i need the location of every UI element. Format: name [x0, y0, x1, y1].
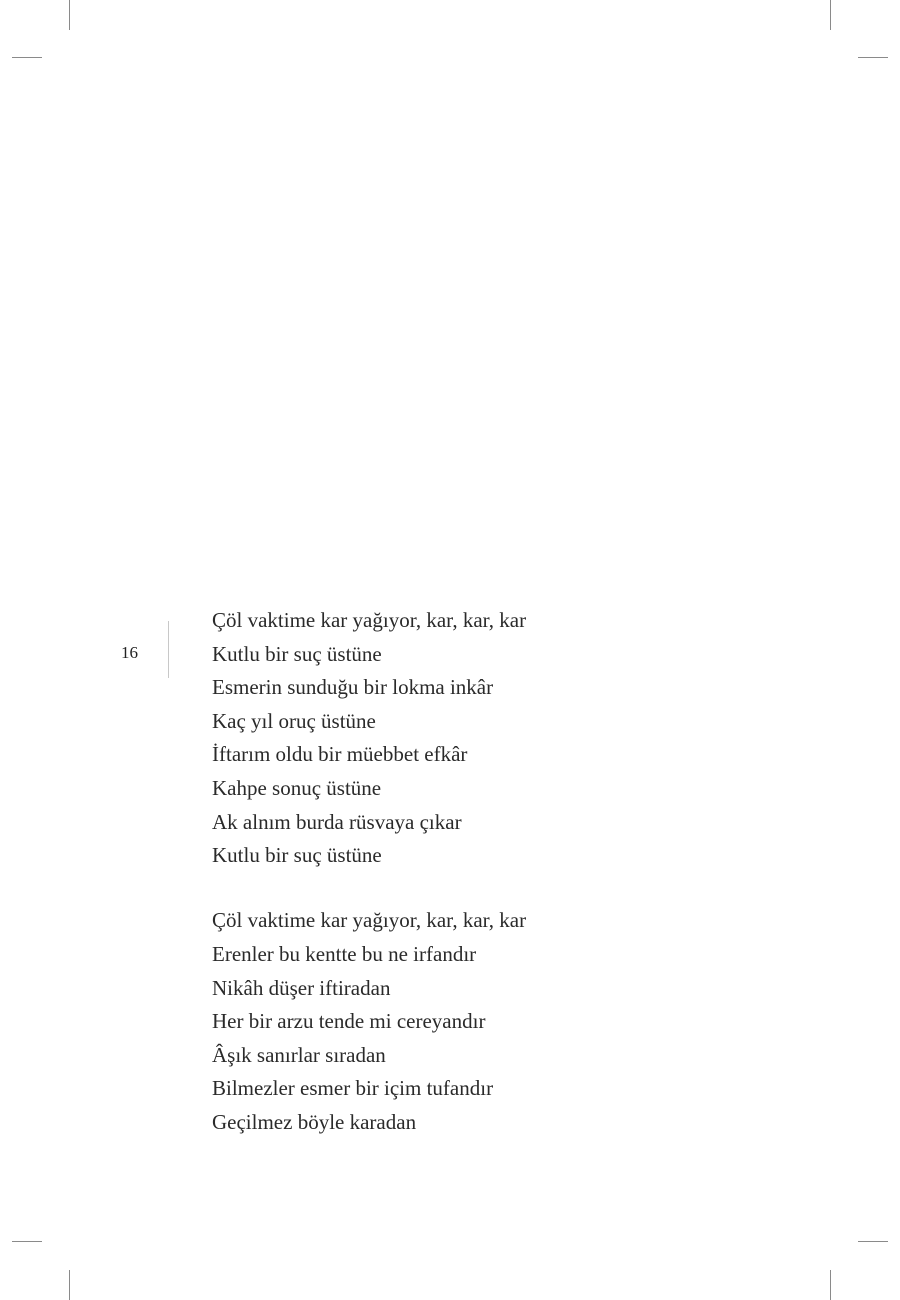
crop-mark [69, 1270, 70, 1300]
poem-line: Esmerin sunduğu bir lokma inkâr [212, 675, 494, 700]
poem-line: Çöl vaktime kar yağıyor, kar, kar, kar [212, 908, 527, 933]
poem-line: Nikâh düşer iftiradan [212, 975, 391, 1000]
page-number: 16 [121, 643, 138, 662]
folio-rule [168, 621, 169, 678]
poem-line: Kahpe sonuç üstüne [212, 775, 382, 800]
poem-line: Her bir arzu tende mi cereyandır [212, 1009, 486, 1034]
crop-mark [830, 0, 831, 30]
crop-mark [12, 57, 42, 58]
poem-line: Âşık sanırlar sıradan [212, 1042, 386, 1067]
poem-line: Ak alnım burda rüsvaya çıkar [212, 809, 462, 834]
crop-mark [830, 1270, 831, 1300]
poem-line: Geçilmez böyle karadan [212, 1109, 417, 1134]
poem-line: Kaç yıl oruç üstüne [212, 708, 376, 733]
stanza [212, 604, 812, 873]
poem [212, 604, 812, 1140]
poem-line: Çöl vaktime kar yağıyor, kar, kar, kar [212, 608, 527, 632]
crop-mark [69, 0, 70, 30]
poem-line: Kutlu bir suç üstüne [212, 641, 382, 666]
poem-line: Bilmezler esmer bir içim tufandır [212, 1076, 494, 1101]
poem-line: İftarım oldu bir müebbet efkâr [212, 742, 468, 767]
crop-mark [12, 1241, 42, 1242]
poem-line: Kutlu bir suç üstüne [212, 843, 382, 868]
poem-line: Erenler bu kentte bu ne irfandır [212, 941, 477, 966]
crop-mark [858, 1241, 888, 1242]
crop-mark [858, 57, 888, 58]
stanza [212, 904, 812, 1139]
